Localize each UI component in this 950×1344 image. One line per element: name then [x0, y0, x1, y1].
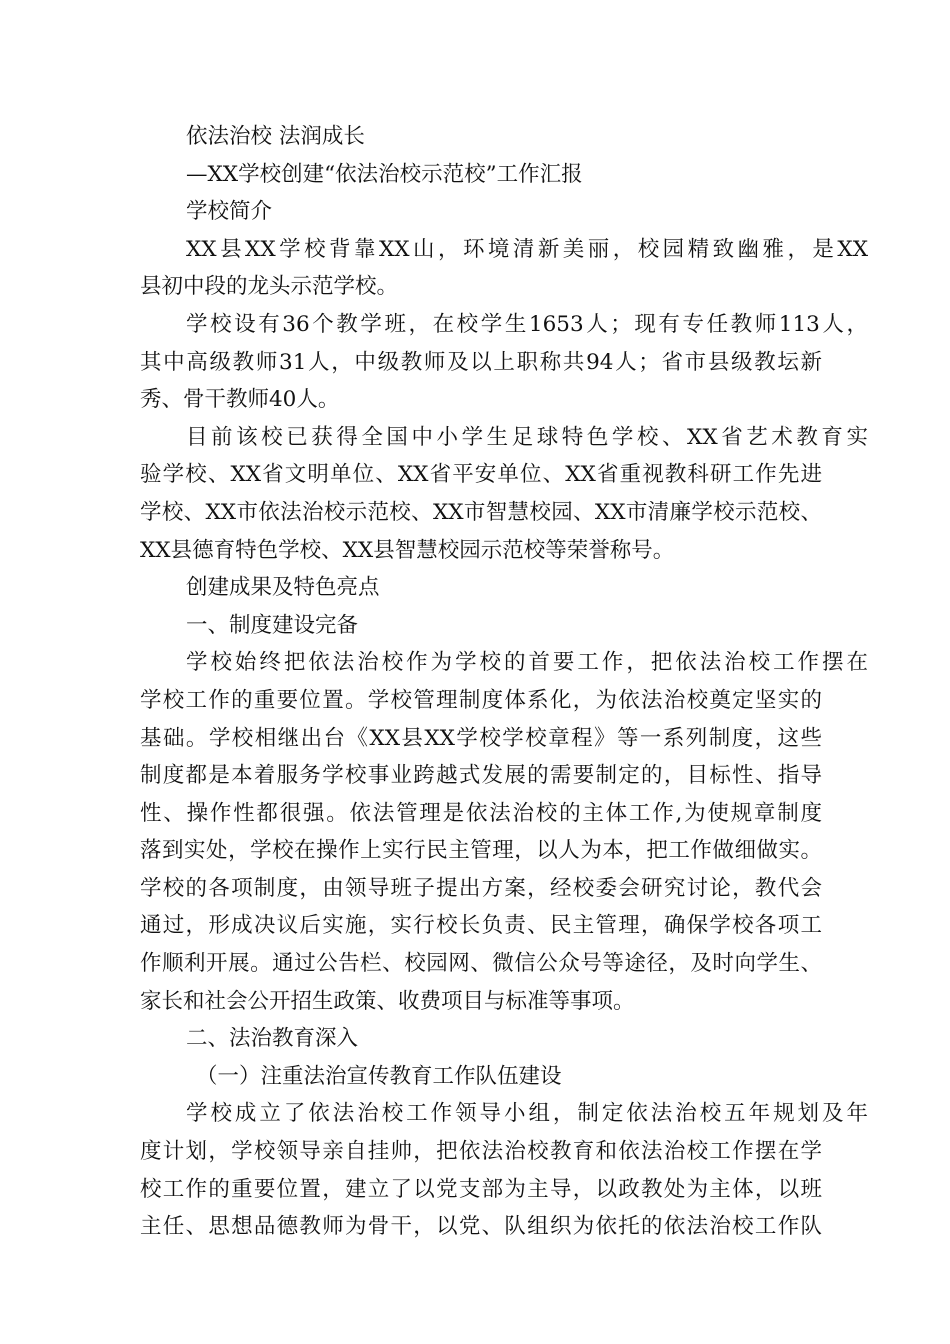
- paragraph-line: 学校设有36个教学班，在校学生1653人；现有专任教师113人，: [186, 311, 868, 337]
- paragraph-line: XX县XX学校背靠XX山，环境清新美丽，校园精致幽雅，是XX: [186, 236, 868, 262]
- section-heading-results: 创建成果及特色亮点: [186, 575, 380, 601]
- paragraph-line: 主任、思想品德教师为骨干，以党、队组织为依托的依法治校工作队: [140, 1214, 822, 1240]
- paragraph-line: 其中高级教师31人，中级教师及以上职称共94人；省市县级教坛新: [140, 349, 822, 375]
- paragraph-line: XX县德育特色学校、XX县智慧校园示范校等荣誉称号。: [140, 537, 675, 563]
- paragraph-line: 家长和社会公开招生政策、收费项目与标准等事项。: [140, 988, 635, 1014]
- paragraph-line: 目前该校已获得全国中小学生足球特色学校、XX省艺术教育实: [186, 424, 868, 450]
- paragraph-line: 校工作的重要位置，建立了以党支部为主导，以政教处为主体，以班: [140, 1176, 822, 1202]
- document-body: [140, 118, 868, 1246]
- paragraph-line: 秀、骨干教师40人。: [140, 387, 340, 413]
- document-title: 依法治校 法润成长: [186, 124, 365, 149]
- paragraph-line: 学校成立了依法治校工作领导小组，制定依法治校五年规划及年: [186, 1101, 868, 1127]
- paragraph-line: 学校工作的重要位置。学校管理制度体系化，为依法治校奠定坚实的: [140, 687, 822, 713]
- paragraph-line: 度计划，学校领导亲自挂帅，把依法治校教育和依法治校工作摆在学: [140, 1139, 822, 1165]
- paragraph-line: 落到实处，学校在操作上实行民主管理，以人为本，把工作做细做实。: [140, 838, 822, 864]
- paragraph-line: 学校的各项制度，由领导班子提出方案，经校委会研究讨论，教代会: [140, 875, 822, 901]
- paragraph-line: 验学校、XX省文明单位、XX省平安单位、XX省重视教科研工作先进: [140, 462, 822, 488]
- subheading-team-building: （一）注重法治宣传教育工作队伍建设: [196, 1063, 562, 1089]
- paragraph-line: 基础。学校相继出台《XX县XX学校学校章程》等一系列制度，这些: [140, 725, 822, 751]
- paragraph-line: 县初中段的龙头示范学校。: [140, 274, 399, 300]
- document-subtitle: —XX学校创建“依法治校示范校”工作汇报: [186, 161, 583, 187]
- heading-system-building: 一、制度建设完备: [186, 612, 359, 638]
- heading-legal-education: 二、法治教育深入: [186, 1026, 359, 1052]
- paragraph-line: 作顺利开展。通过公告栏、校园网、微信公众号等途径，及时向学生、: [140, 951, 822, 977]
- paragraph-line: 制度都是本着服务学校事业跨越式发展的需要制定的，目标性、指导: [140, 763, 822, 789]
- section-heading-intro: 学校简介: [186, 199, 273, 225]
- paragraph-line: 通过，形成决议后实施，实行校长负责、民主管理，确保学校各项工: [140, 913, 822, 939]
- paragraph-line: 性、操作性都很强。依法管理是依法治校的主体工作,为使规章制度: [140, 800, 822, 826]
- paragraph-line: 学校、XX市依法治校示范校、XX市智慧校园、XX市清廉学校示范校、: [140, 499, 822, 525]
- paragraph-line: 学校始终把依法治校作为学校的首要工作，把依法治校工作摆在: [186, 650, 868, 676]
